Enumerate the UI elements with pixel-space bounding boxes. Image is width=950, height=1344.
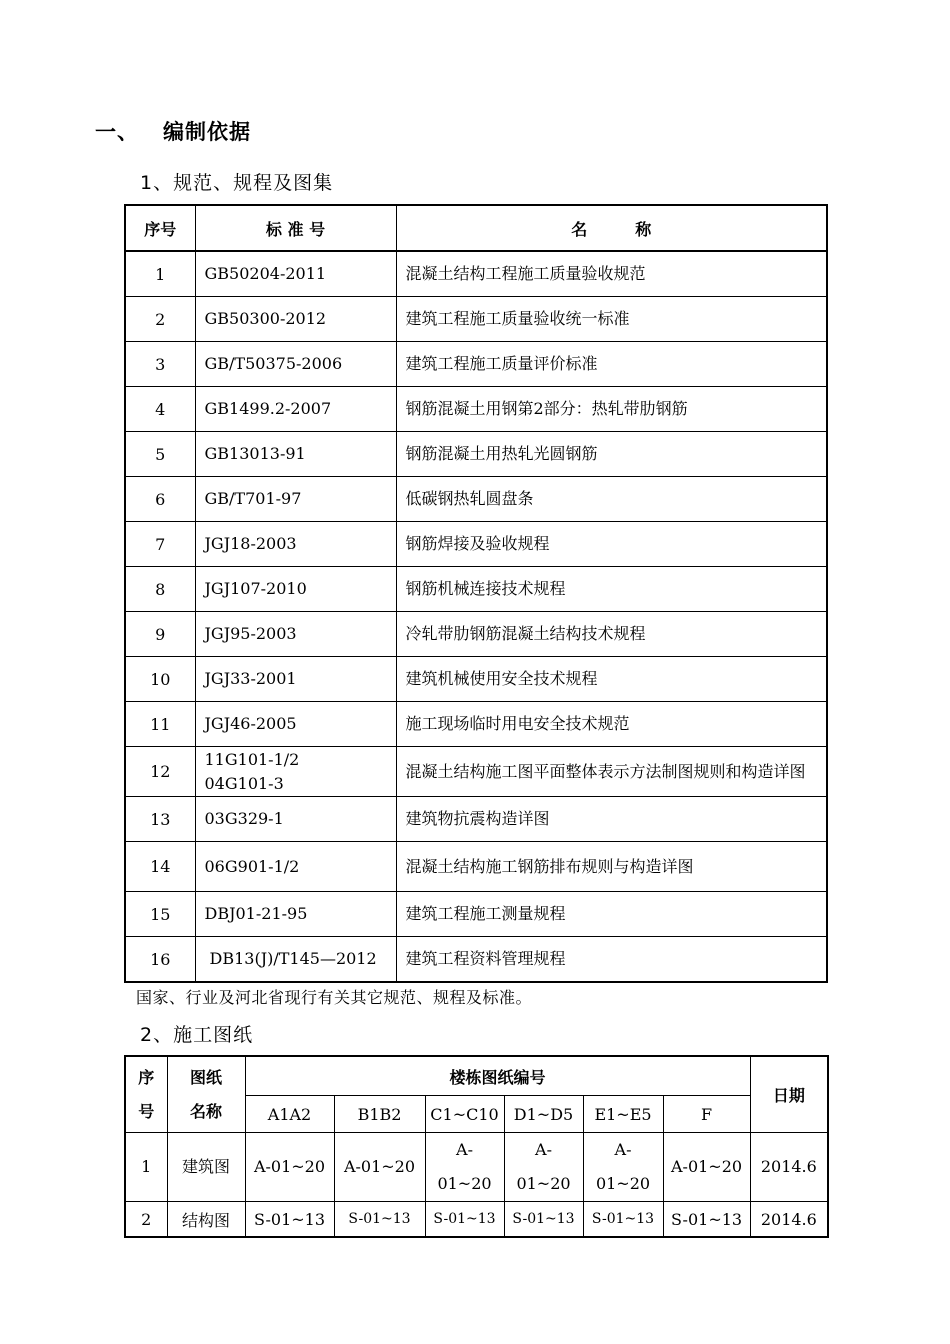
- row-cell: A-01~20: [663, 1133, 750, 1202]
- header-date: 日期: [750, 1056, 828, 1133]
- table-row: [125, 797, 827, 842]
- row-code-line1: 11G101-1/2: [204, 749, 300, 769]
- row-name: 建筑图: [167, 1133, 245, 1202]
- row-date: 2014.6: [750, 1202, 828, 1238]
- row-code: DBJ01-21-95: [195, 892, 396, 937]
- row-name: 钢筋混凝土用钢第2部分：热轧带肋钢筋: [396, 387, 827, 432]
- row-code: JGJ95-2003: [195, 612, 396, 657]
- row-no: 7: [125, 522, 195, 567]
- row-name: 建筑工程施工质量验收统一标准: [396, 297, 827, 342]
- table-row: [125, 387, 827, 432]
- row-code: JGJ107-2010: [195, 567, 396, 612]
- drawings-table: [124, 1055, 829, 1238]
- section-number: 一、: [95, 120, 139, 144]
- header-no: 序 号: [125, 1056, 167, 1133]
- table-row: [125, 522, 827, 567]
- row-name: 建筑工程资料管理规程: [396, 937, 827, 983]
- row-no: 8: [125, 567, 195, 612]
- header-building: A1A2: [245, 1096, 334, 1133]
- table-header-row: [125, 205, 827, 251]
- row-code: GB50300-2012: [195, 297, 396, 342]
- section-title: 编制依据: [163, 120, 251, 144]
- header-building: B1B2: [334, 1096, 425, 1133]
- row-code: JGJ46-2005: [195, 702, 396, 747]
- row-code: GB/T50375-2006: [195, 342, 396, 387]
- row-cell: A-01~20: [334, 1133, 425, 1202]
- header-drawing-name: 图纸 名称: [167, 1056, 245, 1133]
- row-date: 2014.6: [750, 1133, 828, 1202]
- table-row: [125, 477, 827, 522]
- row-name: 混凝土结构施工钢筋排布规则与构造详图: [396, 842, 827, 892]
- row-code: 06G901-1/2: [195, 842, 396, 892]
- row-no: 2: [125, 1202, 167, 1238]
- table-row: [125, 1202, 828, 1238]
- row-no: 5: [125, 432, 195, 477]
- row-no: 10: [125, 657, 195, 702]
- table-row: [125, 1133, 828, 1202]
- header-building-group: 楼栋图纸编号: [245, 1056, 750, 1096]
- header-building: D1~D5: [504, 1096, 583, 1133]
- row-code: GB50204-2011: [195, 251, 396, 297]
- subsection-title-standards: 1、规范、规程及图集: [140, 172, 334, 194]
- header-code: 标 准 号: [195, 205, 396, 251]
- table-row: [125, 747, 827, 797]
- table-row: [125, 657, 827, 702]
- row-name: 混凝土结构工程施工质量验收规范: [396, 251, 827, 297]
- table-row: [125, 567, 827, 612]
- row-code: GB1499.2-2007: [195, 387, 396, 432]
- row-cell: A- 01~20: [425, 1133, 504, 1202]
- row-no: 13: [125, 797, 195, 842]
- row-cell: S-01~13: [663, 1202, 750, 1238]
- row-name: 钢筋混凝土用热轧光圆钢筋: [396, 432, 827, 477]
- row-no: 12: [125, 747, 195, 797]
- row-cell: S-01~13: [504, 1202, 583, 1238]
- table-row: [125, 297, 827, 342]
- row-code: GB13013-91: [195, 432, 396, 477]
- table-row: [125, 702, 827, 747]
- row-code: JGJ18-2003: [195, 522, 396, 567]
- table-row: [125, 342, 827, 387]
- row-name: 钢筋机械连接技术规程: [396, 567, 827, 612]
- header-building: F: [663, 1096, 750, 1133]
- row-no: 6: [125, 477, 195, 522]
- row-code: GB/T701-97: [195, 477, 396, 522]
- row-no: 11: [125, 702, 195, 747]
- row-no: 2: [125, 297, 195, 342]
- row-cell: A-01~20: [245, 1133, 334, 1202]
- row-no: 14: [125, 842, 195, 892]
- row-cell: S-01~13: [583, 1202, 663, 1238]
- row-name: 结构图: [167, 1202, 245, 1238]
- row-no: 4: [125, 387, 195, 432]
- row-name: 施工现场临时用电安全技术规范: [396, 702, 827, 747]
- row-cell: A- 01~20: [504, 1133, 583, 1202]
- table-row: [125, 892, 827, 937]
- row-no: 16: [125, 937, 195, 983]
- header-building: E1~E5: [583, 1096, 663, 1133]
- header-name: 名 称: [396, 205, 827, 251]
- row-no: 3: [125, 342, 195, 387]
- header-no: 序号: [125, 205, 195, 251]
- row-name: 低碳钢热轧圆盘条: [396, 477, 827, 522]
- section-heading: [95, 116, 251, 146]
- row-code: 03G329-1: [195, 797, 396, 842]
- row-code: [195, 747, 396, 797]
- row-cell: S-01~13: [334, 1202, 425, 1238]
- row-name: 建筑机械使用安全技术规程: [396, 657, 827, 702]
- row-cell: A- 01~20: [583, 1133, 663, 1202]
- standards-table: [124, 204, 828, 983]
- row-no: 1: [125, 1133, 167, 1202]
- row-cell: S-01~13: [425, 1202, 504, 1238]
- row-code: JGJ33-2001: [195, 657, 396, 702]
- row-code-line2: 04G101-3: [204, 773, 284, 793]
- header-building: C1~C10: [425, 1096, 504, 1133]
- row-name: 建筑工程施工测量规程: [396, 892, 827, 937]
- row-no: 9: [125, 612, 195, 657]
- table-row: [125, 612, 827, 657]
- row-code: DB13(J)/T145—2012: [195, 937, 396, 983]
- row-name: 钢筋焊接及验收规程: [396, 522, 827, 567]
- table-row: [125, 432, 827, 477]
- row-no: 15: [125, 892, 195, 937]
- standards-footnote: 国家、行业及河北省现行有关其它规范、规程及标准。: [136, 988, 533, 1007]
- row-no: 1: [125, 251, 195, 297]
- row-cell: S-01~13: [245, 1202, 334, 1238]
- row-name: 建筑物抗震构造详图: [396, 797, 827, 842]
- subsection-title-drawings: 2、施工图纸: [140, 1024, 254, 1046]
- row-name: 冷轧带肋钢筋混凝土结构技术规程: [396, 612, 827, 657]
- table-row: [125, 842, 827, 892]
- row-name: 建筑工程施工质量评价标准: [396, 342, 827, 387]
- table-row: [125, 937, 827, 983]
- table-header-row: [125, 1056, 828, 1096]
- row-name: 混凝土结构施工图平面整体表示方法制图规则和构造详图: [396, 747, 827, 797]
- table-row: [125, 251, 827, 297]
